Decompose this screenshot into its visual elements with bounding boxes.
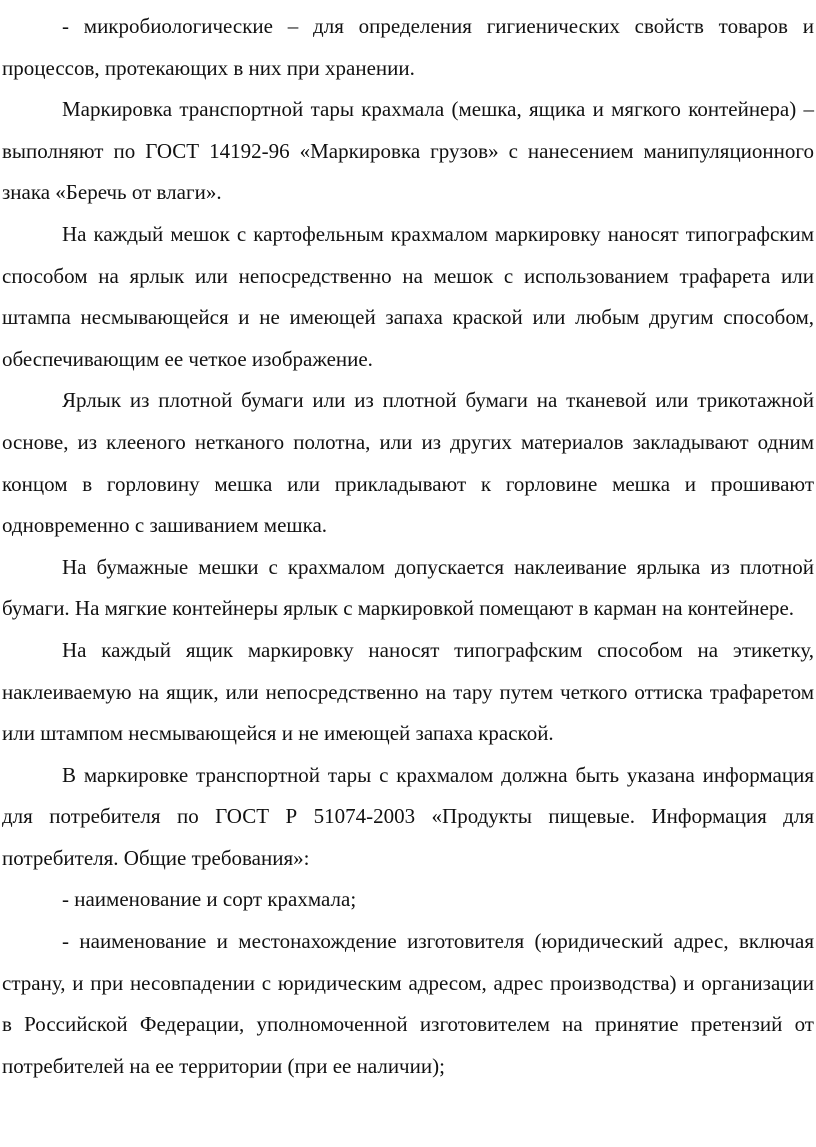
paragraph-microbiological: - микробиологические – для определения гигиенических свойств товаров и процессов, протекающих в них при хранении. bbox=[2, 14, 814, 80]
paragraph-consumer-info: В маркировке транспортной тары с крахмалом должна быть указана информация для потребителя по ГОСТ Р 51074-2003 «Продукты пищевые. Информация для потребителя. Общие требования»: bbox=[2, 762, 814, 870]
list-item-manufacturer: - наименование и местонахождение изготовителя (юридический адрес, включая страну, и при несовпадении с юридическим адресом, адрес производства) и организации в Российской Федерации, уполномоченной изготовителем на принятие претензий от потребителей на ее территории (при ее наличии); bbox=[2, 929, 814, 1078]
paragraph-bag-marking: На каждый мешок с картофельным крахмалом маркировку наносят типографским способом на ярлык или непосредственно на мешок с использованием трафарета или штампа несмывающейся и не имеющей запаха краской или любым другим способом, обеспечивающим ее четкое изображение. bbox=[2, 221, 814, 371]
list-item-name-grade: - наименование и сорт крахмала; bbox=[62, 887, 357, 912]
paragraph-label-material: Ярлык из плотной бумаги или из плотной бумаги на тканевой или трикотажной основе, из клееного нетканого полотна, или из других материалов закладывают одним концом в горловину мешка или прикладывают к горловине мешка и прошивают одновременно с зашиванием мешка. bbox=[2, 388, 814, 538]
paragraph-paper-bags: На бумажные мешки с крахмалом допускается наклеивание ярлыка из плотной бумаги. На мягкие контейнеры ярлык с маркировкой помещают в карман на контейнере. bbox=[2, 554, 814, 621]
paragraph-transport-marking: Маркировка транспортной тары крахмала (мешка, ящика и мягкого контейнера) – выполняют по ГОСТ 14192-96 «Маркировка грузов» с нанесением манипуляционного знака «Беречь от влаги». bbox=[2, 97, 814, 205]
paragraph-box-marking: На каждый ящик маркировку наносят типографским способом на этикетку, наклеиваемую на ящик, или непосредственно на тару путем четкого оттиска трафаретом или штампом несмывающейся и не имеющей запаха краской. bbox=[2, 637, 814, 746]
